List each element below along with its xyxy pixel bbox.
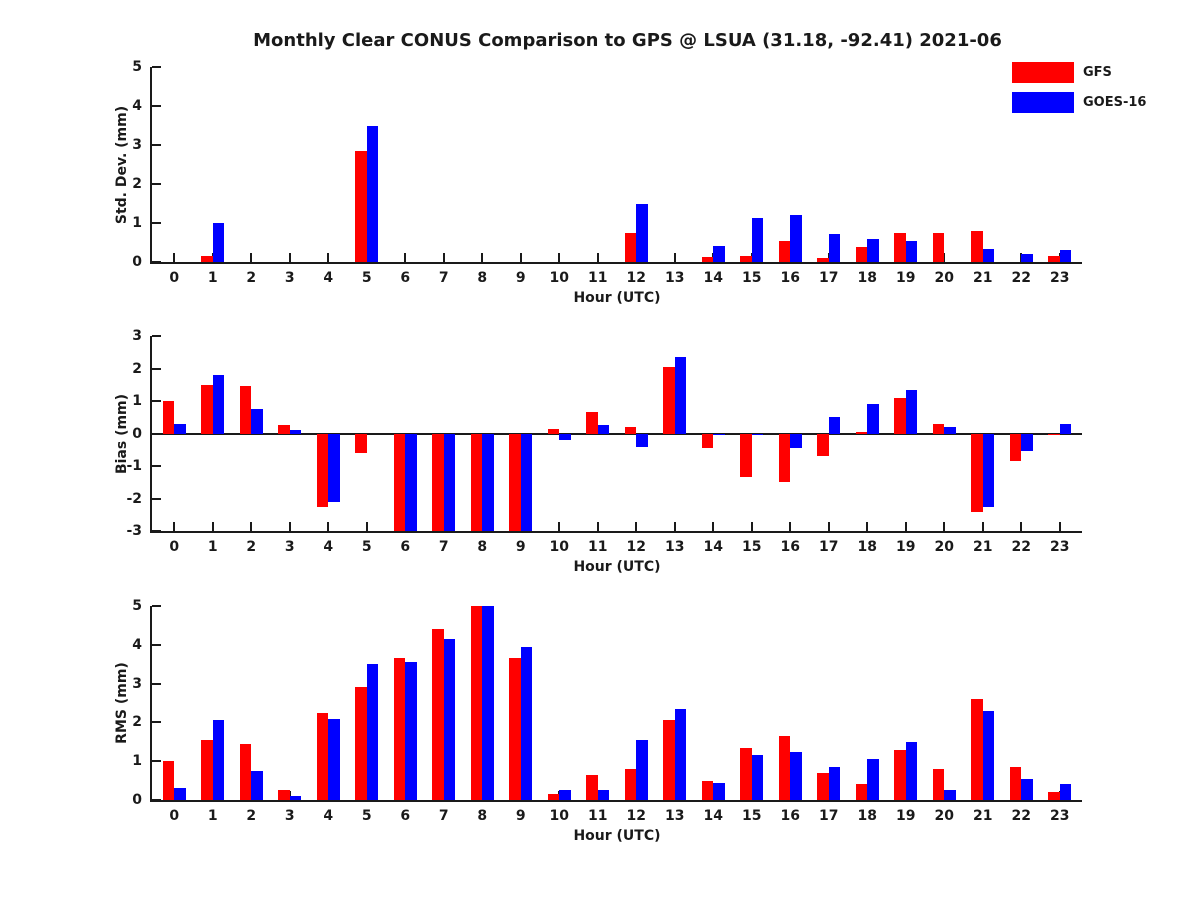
- x-tick-label: 8: [477, 270, 488, 286]
- x-tick-label: 15: [742, 808, 762, 824]
- y-tick-label: 4: [132, 636, 142, 653]
- gfs-bar-hour-19: [894, 750, 906, 800]
- x-tick-label: 7: [438, 270, 449, 286]
- x-tick-label: 15: [742, 270, 762, 286]
- gfs-bar-hour-21: [971, 699, 983, 800]
- goes16-bar-hour-0: [174, 788, 186, 800]
- x-tick-label: 22: [1011, 808, 1031, 824]
- x-tick-label: 9: [515, 808, 526, 824]
- x-tick-label: 12: [626, 808, 646, 824]
- goes16-bar-hour-21: [983, 711, 995, 800]
- goes16-bar-hour-12: [636, 434, 648, 447]
- x-tick-label: 13: [665, 808, 685, 824]
- x-tick: [250, 253, 252, 262]
- x-tick-label: 6: [400, 808, 411, 824]
- x-tick: [173, 253, 175, 262]
- goes16-bar-hour-23: [1060, 424, 1072, 434]
- x-tick-label: 5: [361, 270, 372, 286]
- x-tick-label: 23: [1050, 270, 1070, 286]
- x-tick-label: 21: [973, 808, 993, 824]
- x-tick: [558, 253, 560, 262]
- goes16-bar-hour-18: [867, 404, 879, 433]
- x-tick-label: 7: [438, 808, 449, 824]
- y-tick-label: 5: [132, 59, 142, 75]
- goes16-bar-hour-10: [559, 790, 571, 800]
- gfs-bar-hour-20: [933, 424, 945, 434]
- x-tick-label: 7: [438, 539, 449, 555]
- gfs-bar-hour-8: [471, 606, 483, 800]
- x-tick: [866, 522, 868, 531]
- x-tick-label: 13: [665, 539, 685, 555]
- gfs-bar-hour-6: [394, 658, 406, 800]
- y-tick-label: 1: [132, 753, 142, 770]
- gfs-bar-hour-14: [702, 434, 714, 449]
- gfs-bar-hour-21: [971, 231, 983, 262]
- goes16-bar-hour-15: [752, 755, 764, 800]
- gfs-bar-hour-19: [894, 233, 906, 262]
- x-tick-label: 0: [169, 808, 180, 824]
- gfs-bar-hour-17: [817, 434, 829, 457]
- goes16-bar-hour-17: [829, 417, 841, 433]
- x-tick: [982, 522, 984, 531]
- x-tick-label: 18: [857, 808, 877, 824]
- y-tick: [152, 222, 161, 224]
- gfs-bar-hour-21: [971, 434, 983, 512]
- goes16-bar-hour-1: [213, 375, 225, 434]
- x-tick-label: 13: [665, 270, 685, 286]
- gfs-bar-hour-1: [201, 740, 213, 800]
- x-tick-label: 8: [477, 539, 488, 555]
- x-tick-label: 9: [515, 539, 526, 555]
- x-tick-label: 1: [207, 539, 218, 555]
- goes16-bar-hour-16: [790, 215, 802, 262]
- x-tick-label: 5: [361, 539, 372, 555]
- y-tick-label: 0: [132, 425, 142, 442]
- x-tick-label: 14: [703, 270, 723, 286]
- x-tick-label: 3: [284, 270, 295, 286]
- gfs-bar-hour-3: [278, 425, 290, 433]
- goes16-bar-hour-4: [328, 719, 340, 800]
- y-tick: [152, 465, 161, 467]
- x-tick-label: 1: [207, 808, 218, 824]
- x-tick: [789, 522, 791, 531]
- x-tick: [828, 522, 830, 531]
- x-tick-label: 4: [323, 270, 334, 286]
- chart-title: Monthly Clear CONUS Comparison to GPS @ LSUA (31.18, -92.41) 2021-06: [253, 30, 1002, 51]
- x-tick-label: 22: [1011, 539, 1031, 555]
- x-tick-label: 17: [819, 539, 839, 555]
- x-tick: [327, 522, 329, 531]
- y-tick: [152, 721, 161, 723]
- goes16-bar-hour-1: [213, 720, 225, 800]
- gfs-bar-hour-4: [317, 434, 329, 507]
- x-tick-label: 2: [246, 539, 257, 555]
- y-tick-label: 2: [132, 714, 142, 731]
- x-tick-label: 19: [896, 270, 916, 286]
- x-tick-label: 20: [934, 539, 954, 555]
- goes16-bar-hour-12: [636, 740, 648, 800]
- x-tick: [1020, 522, 1022, 531]
- x-tick: [289, 522, 291, 531]
- gfs-bar-hour-7: [432, 434, 444, 532]
- x-tick: [674, 253, 676, 262]
- gfs-bar-hour-22: [1010, 434, 1022, 462]
- goes16-bar-hour-14: [713, 783, 725, 800]
- y-tick-label: -1: [126, 458, 142, 474]
- y-tick: [152, 605, 161, 607]
- goes16-bar-hour-23: [1060, 250, 1072, 262]
- gfs-bar-hour-14: [702, 257, 714, 262]
- y-tick-label: 2: [132, 176, 142, 192]
- x-tick-label: 17: [819, 808, 839, 824]
- y-tick: [152, 799, 161, 801]
- goes16-bar-hour-7: [444, 639, 456, 800]
- gfs-bar-hour-23: [1048, 434, 1060, 436]
- x-tick-label: 9: [515, 270, 526, 286]
- x-tick-label: 10: [549, 808, 569, 824]
- goes16-bar-hour-21: [983, 249, 995, 262]
- gfs-bar-hour-14: [702, 781, 714, 800]
- y-tick-label: 3: [132, 137, 142, 153]
- x-tick-label: 10: [549, 539, 569, 555]
- x-tick: [173, 522, 175, 531]
- y-tick-label: 1: [132, 393, 142, 409]
- x-tick: [558, 522, 560, 531]
- gfs-bar-hour-20: [933, 233, 945, 262]
- gfs-bar-hour-7: [432, 629, 444, 800]
- goes16-bar-hour-1: [213, 223, 225, 262]
- x-tick-label: 8: [477, 808, 488, 824]
- goes16-bar-hour-3: [290, 430, 302, 433]
- goes16-bar-hour-22: [1021, 254, 1033, 262]
- x-tick: [751, 522, 753, 531]
- goes16-bar-hour-2: [251, 409, 263, 433]
- y-axis-label: Bias (mm): [114, 393, 130, 474]
- y-tick: [152, 368, 161, 370]
- y-tick: [152, 760, 161, 762]
- goes16-bar-hour-6: [405, 662, 417, 800]
- y-tick-label: -3: [126, 523, 142, 539]
- gfs-bar-hour-3: [278, 790, 290, 800]
- gfs-bar-hour-23: [1048, 256, 1060, 262]
- rms-subplot: [114, 598, 1082, 844]
- x-tick-label: 21: [973, 270, 993, 286]
- goes16-bar-hour-3: [290, 796, 302, 800]
- y-axis-label: RMS (mm): [114, 662, 130, 744]
- x-tick-label: 5: [361, 808, 372, 824]
- gfs-bar-hour-15: [740, 434, 752, 478]
- x-tick-label: 2: [246, 270, 257, 286]
- goes16-bar-hour-21: [983, 434, 995, 507]
- gfs-bar-hour-11: [586, 775, 598, 800]
- x-tick-label: 20: [934, 270, 954, 286]
- goes16-bar-hour-15: [752, 434, 764, 436]
- x-axis-label: Hour (UTC): [573, 828, 661, 844]
- x-tick: [674, 522, 676, 531]
- x-tick: [597, 253, 599, 262]
- goes16-bar-hour-12: [636, 204, 648, 263]
- y-tick: [152, 683, 161, 685]
- y-tick-label: 3: [132, 328, 142, 344]
- goes16-bar-hour-22: [1021, 434, 1033, 452]
- y-axis-label: Std. Dev. (mm): [114, 105, 130, 224]
- gfs-bar-hour-1: [201, 256, 213, 262]
- goes16-bar-hour-17: [829, 767, 841, 800]
- x-tick: [520, 253, 522, 262]
- gfs-bar-hour-17: [817, 773, 829, 800]
- x-tick: [404, 253, 406, 262]
- x-tick-label: 3: [284, 808, 295, 824]
- goes16-bar-hour-19: [906, 390, 918, 434]
- gfs-bar-hour-19: [894, 398, 906, 434]
- goes16-bar-hour-18: [867, 239, 879, 262]
- goes16-bar-hour-5: [367, 126, 379, 263]
- gfs-bar-hour-9: [509, 658, 521, 800]
- x-tick-label: 16: [780, 539, 800, 555]
- gfs-bar-hour-5: [355, 434, 367, 454]
- x-tick-label: 23: [1050, 808, 1070, 824]
- x-tick: [905, 522, 907, 531]
- gfs-bar-hour-16: [779, 241, 791, 262]
- goes16-bar-hour-0: [174, 424, 186, 434]
- y-tick: [152, 183, 161, 185]
- x-tick-label: 11: [588, 808, 608, 824]
- gfs-bar-hour-23: [1048, 792, 1060, 800]
- x-tick-label: 22: [1011, 270, 1031, 286]
- goes16-bar-hour-8: [482, 606, 494, 800]
- x-tick: [327, 253, 329, 262]
- gfs-bar-hour-6: [394, 434, 406, 532]
- gfs-bar-hour-12: [625, 769, 637, 800]
- goes16-bar-hour-20: [944, 427, 956, 434]
- x-tick-label: 3: [284, 539, 295, 555]
- goes16-bar-hour-13: [675, 357, 687, 433]
- goes16-bar-hour-5: [367, 664, 379, 800]
- x-tick: [635, 522, 637, 531]
- goes16-bar-hour-6: [405, 434, 417, 532]
- gfs-bar-hour-2: [240, 744, 252, 800]
- x-tick-label: 17: [819, 270, 839, 286]
- goes16-bar-hour-17: [829, 234, 841, 262]
- y-tick: [152, 105, 161, 107]
- goes16-bar-hour-7: [444, 434, 456, 532]
- x-tick-label: 12: [626, 539, 646, 555]
- goes16-bar-hour-18: [867, 759, 879, 800]
- x-axis-label: Hour (UTC): [573, 559, 661, 575]
- y-tick-label: 5: [132, 598, 142, 614]
- gfs-bar-hour-5: [355, 687, 367, 800]
- goes16-bar-hour-14: [713, 434, 725, 436]
- x-tick-label: 4: [323, 808, 334, 824]
- x-tick-label: 11: [588, 539, 608, 555]
- x-tick-label: 19: [896, 539, 916, 555]
- gfs-bar-hour-0: [163, 761, 175, 800]
- y-tick-label: -2: [126, 490, 142, 507]
- goes16-bar-hour-16: [790, 752, 802, 801]
- goes16-bar-hour-2: [251, 771, 263, 800]
- goes16-bar-hour-4: [328, 434, 340, 502]
- x-tick-label: 16: [780, 270, 800, 286]
- goes16-bar-hour-19: [906, 742, 918, 800]
- gfs-bar-hour-5: [355, 151, 367, 262]
- x-tick-label: 19: [896, 808, 916, 824]
- x-tick: [443, 253, 445, 262]
- x-tick-label: 15: [742, 539, 762, 555]
- gfs-bar-hour-4: [317, 713, 329, 800]
- goes16-bar-hour-14: [713, 246, 725, 262]
- x-tick-label: 16: [780, 808, 800, 824]
- gfs-bar-hour-12: [625, 427, 637, 434]
- y-tick-label: 3: [132, 675, 142, 692]
- gfs-bar-hour-18: [856, 784, 868, 800]
- gfs-bar-hour-9: [509, 434, 521, 532]
- x-tick-label: 20: [934, 808, 954, 824]
- x-tick-label: 4: [323, 539, 334, 555]
- x-tick-label: 0: [169, 270, 180, 286]
- goes16-bar-hour-19: [906, 241, 918, 262]
- goes16-legend-label: GOES-16: [1083, 95, 1147, 110]
- x-tick-label: 0: [169, 539, 180, 555]
- x-tick: [250, 522, 252, 531]
- goes16-bar-hour-16: [790, 434, 802, 449]
- y-tick-label: 0: [132, 792, 142, 808]
- gfs-bar-hour-16: [779, 434, 791, 483]
- gfs-bar-hour-20: [933, 769, 945, 800]
- gfs-bar-hour-17: [817, 258, 829, 262]
- bias-subplot: [114, 328, 1082, 575]
- goes16-bar-hour-13: [675, 709, 687, 800]
- x-tick-label: 12: [626, 270, 646, 286]
- x-tick-label: 18: [857, 539, 877, 555]
- x-tick: [943, 522, 945, 531]
- y-tick: [152, 530, 161, 532]
- y-tick: [152, 498, 161, 500]
- x-tick-label: 23: [1050, 539, 1070, 555]
- gfs-bar-hour-11: [586, 412, 598, 433]
- x-tick-label: 2: [246, 808, 257, 824]
- x-tick-label: 6: [400, 270, 411, 286]
- gfs-bar-hour-15: [740, 748, 752, 800]
- std-dev-subplot: [114, 59, 1082, 306]
- y-tick-label: 2: [132, 360, 142, 377]
- goes16-bar-hour-8: [482, 434, 494, 532]
- x-tick-label: 11: [588, 270, 608, 286]
- gfs-bar-hour-1: [201, 385, 213, 434]
- goes16-bar-hour-20: [944, 790, 956, 800]
- x-tick: [1059, 522, 1061, 531]
- y-tick: [152, 644, 161, 646]
- y-tick: [152, 400, 161, 402]
- gfs-bar-hour-2: [240, 386, 252, 433]
- gfs-bar-hour-13: [663, 367, 675, 434]
- gfs-bar-hour-18: [856, 247, 868, 262]
- x-tick: [289, 253, 291, 262]
- x-tick-label: 14: [703, 808, 723, 824]
- gfs-legend-label: GFS: [1083, 65, 1112, 80]
- y-tick: [152, 144, 161, 146]
- goes16-bar-hour-23: [1060, 784, 1072, 800]
- gfs-bar-hour-10: [548, 429, 560, 434]
- goes16-bar-hour-11: [598, 425, 610, 433]
- goes16-bar-hour-22: [1021, 779, 1033, 800]
- goes16-bar-hour-10: [559, 434, 571, 441]
- gfs-bar-hour-16: [779, 736, 791, 800]
- goes16-bar-hour-15: [752, 218, 764, 262]
- y-tick: [152, 66, 161, 68]
- y-tick: [152, 335, 161, 337]
- gfs-bar-hour-10: [548, 794, 560, 800]
- goes16-bar-hour-9: [521, 434, 533, 532]
- goes16-bar-hour-9: [521, 647, 533, 800]
- gfs-bar-hour-12: [625, 233, 637, 262]
- gfs-bar-hour-18: [856, 432, 868, 434]
- gfs-bar-hour-15: [740, 256, 752, 262]
- x-axis-label: Hour (UTC): [573, 290, 661, 306]
- y-tick: [152, 261, 161, 263]
- gfs-bar-hour-13: [663, 720, 675, 800]
- y-tick-label: 4: [132, 98, 142, 114]
- gfs-bar-hour-0: [163, 401, 175, 434]
- y-tick-label: 0: [132, 254, 142, 270]
- x-tick-label: 14: [703, 539, 723, 555]
- x-tick-label: 1: [207, 270, 218, 286]
- x-tick: [481, 253, 483, 262]
- goes16-bar-hour-11: [598, 790, 610, 800]
- x-tick: [597, 522, 599, 531]
- x-tick: [212, 522, 214, 531]
- gfs-bar-hour-22: [1010, 767, 1022, 800]
- x-tick-label: 18: [857, 270, 877, 286]
- x-tick: [366, 522, 368, 531]
- x-tick-label: 21: [973, 539, 993, 555]
- x-tick: [712, 522, 714, 531]
- y-tick-label: 1: [132, 215, 142, 231]
- gfs-bar-hour-8: [471, 434, 483, 532]
- x-tick-label: 10: [549, 270, 569, 286]
- x-tick-label: 6: [400, 539, 411, 555]
